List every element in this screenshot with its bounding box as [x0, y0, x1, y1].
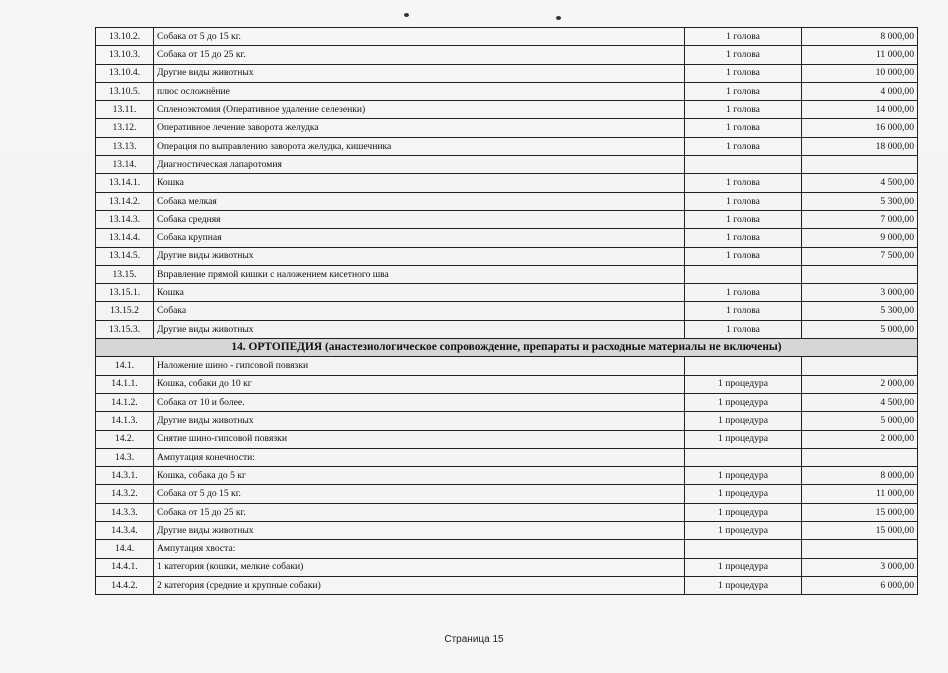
item-code-cell: 14.1. [96, 357, 154, 375]
item-code-cell: 14.3.4. [96, 522, 154, 540]
unit-cell: 1 голова [685, 210, 802, 228]
table-row [96, 64, 918, 82]
unit-cell [685, 540, 802, 558]
table-row [96, 101, 918, 119]
unit-cell: 1 процедура [685, 485, 802, 503]
service-name-cell: Другие виды животных [154, 320, 685, 338]
table-row [96, 485, 918, 503]
table-row [96, 265, 918, 283]
service-name-cell: Собака крупная [154, 229, 685, 247]
item-code-cell: 14.3. [96, 448, 154, 466]
unit-cell: 1 голова [685, 320, 802, 338]
unit-cell: 1 процедура [685, 393, 802, 411]
item-code-cell: 14.1.1. [96, 375, 154, 393]
unit-cell: 1 процедура [685, 576, 802, 594]
price-cell: 5 000,00 [802, 320, 918, 338]
item-code-cell: 13.15.2 [96, 302, 154, 320]
price-cell: 11 000,00 [802, 46, 918, 64]
service-name-cell: Вправление прямой кишки с наложением кисетного шва [154, 265, 685, 283]
price-cell [802, 540, 918, 558]
item-code-cell: 13.14. [96, 156, 154, 174]
service-name-cell: Собака от 15 до 25 кг. [154, 46, 685, 64]
service-name-cell: 1 категория (кошки, мелкие собаки) [154, 558, 685, 576]
service-name-cell: Снятие шино-гипсовой повязки [154, 430, 685, 448]
section-title: 14. ОРТОПЕДИЯ (анастезиологическое сопровождение, препараты и расходные материалы не включены) [96, 339, 918, 357]
unit-cell: 1 процедура [685, 503, 802, 521]
price-cell: 5 300,00 [802, 302, 918, 320]
price-cell [802, 265, 918, 283]
unit-cell: 1 голова [685, 247, 802, 265]
table-row [96, 558, 918, 576]
unit-cell [685, 156, 802, 174]
service-name-cell: Собака мелкая [154, 192, 685, 210]
table-row [96, 540, 918, 558]
price-cell: 7 500,00 [802, 247, 918, 265]
price-cell [802, 448, 918, 466]
service-name-cell: 2 категория (средние и крупные собаки) [154, 576, 685, 594]
item-code-cell: 13.10.5. [96, 82, 154, 100]
service-name-cell: Диагностическая лапаротомия [154, 156, 685, 174]
item-code-cell: 13.14.1. [96, 174, 154, 192]
table-row [96, 448, 918, 466]
price-cell [802, 357, 918, 375]
unit-cell: 1 голова [685, 46, 802, 64]
service-name-cell: Кошка [154, 284, 685, 302]
unit-cell: 1 голова [685, 119, 802, 137]
item-code-cell: 13.10.4. [96, 64, 154, 82]
price-cell: 4 500,00 [802, 393, 918, 411]
unit-cell: 1 голова [685, 82, 802, 100]
service-name-cell: Кошка [154, 174, 685, 192]
unit-cell: 1 голова [685, 174, 802, 192]
service-name-cell: Наложение шино - гипсовой повязки [154, 357, 685, 375]
item-code-cell: 14.3.1. [96, 467, 154, 485]
unit-cell: 1 голова [685, 137, 802, 155]
price-table-body [96, 28, 918, 595]
unit-cell: 1 голова [685, 302, 802, 320]
price-cell: 2 000,00 [802, 430, 918, 448]
item-code-cell: 13.14.2. [96, 192, 154, 210]
service-name-cell: Операция по выправлению заворота желудка, кишечника [154, 137, 685, 155]
table-row [96, 576, 918, 594]
service-name-cell: Оперативное лечение заворота желудка [154, 119, 685, 137]
item-code-cell: 13.15.1. [96, 284, 154, 302]
table-row [96, 174, 918, 192]
price-cell: 3 000,00 [802, 284, 918, 302]
price-cell: 4 000,00 [802, 82, 918, 100]
unit-cell: 1 голова [685, 64, 802, 82]
section-header-row [96, 339, 918, 357]
unit-cell: 1 голова [685, 284, 802, 302]
table-row [96, 357, 918, 375]
price-cell: 8 000,00 [802, 467, 918, 485]
unit-cell: 1 голова [685, 28, 802, 46]
unit-cell: 1 процедура [685, 558, 802, 576]
item-code-cell: 14.1.2. [96, 393, 154, 411]
unit-cell: 1 голова [685, 101, 802, 119]
item-code-cell: 13.10.3. [96, 46, 154, 64]
service-name-cell: Собака от 10 и более. [154, 393, 685, 411]
unit-cell [685, 357, 802, 375]
table-row [96, 156, 918, 174]
service-name-cell: плюс осложнёние [154, 82, 685, 100]
price-cell: 9 000,00 [802, 229, 918, 247]
unit-cell: 1 процедура [685, 430, 802, 448]
unit-cell [685, 265, 802, 283]
unit-cell: 1 процедура [685, 522, 802, 540]
item-code-cell: 14.2. [96, 430, 154, 448]
price-cell: 7 000,00 [802, 210, 918, 228]
table-row [96, 412, 918, 430]
item-code-cell: 13.14.3. [96, 210, 154, 228]
price-cell: 5 300,00 [802, 192, 918, 210]
item-code-cell: 13.14.5. [96, 247, 154, 265]
unit-cell: 1 процедура [685, 412, 802, 430]
item-code-cell: 14.4. [96, 540, 154, 558]
table-row [96, 467, 918, 485]
item-code-cell: 13.10.2. [96, 28, 154, 46]
item-code-cell: 13.13. [96, 137, 154, 155]
item-code-cell: 13.11. [96, 101, 154, 119]
table-row [96, 302, 918, 320]
table-row [96, 210, 918, 228]
price-cell: 15 000,00 [802, 522, 918, 540]
service-name-cell: Ампутация хвоста: [154, 540, 685, 558]
table-row [96, 119, 918, 137]
table-row [96, 393, 918, 411]
table-row [96, 28, 918, 46]
table-row [96, 137, 918, 155]
price-cell: 18 000,00 [802, 137, 918, 155]
unit-cell: 1 голова [685, 229, 802, 247]
price-table [95, 27, 918, 595]
table-row [96, 82, 918, 100]
service-name-cell: Спленоэктомия (Оперативное удаление селезенки) [154, 101, 685, 119]
price-cell: 10 000,00 [802, 64, 918, 82]
table-row [96, 320, 918, 338]
service-name-cell: Кошка, собаки до 10 кг [154, 375, 685, 393]
table-row [96, 503, 918, 521]
table-row [96, 192, 918, 210]
service-name-cell: Другие виды животных [154, 64, 685, 82]
item-code-cell: 13.14.4. [96, 229, 154, 247]
service-name-cell: Кошка, собака до 5 кг [154, 467, 685, 485]
price-cell: 3 000,00 [802, 558, 918, 576]
item-code-cell: 14.4.1. [96, 558, 154, 576]
unit-cell: 1 процедура [685, 467, 802, 485]
item-code-cell: 14.3.2. [96, 485, 154, 503]
table-row [96, 247, 918, 265]
table-row [96, 430, 918, 448]
unit-cell: 1 процедура [685, 375, 802, 393]
service-name-cell: Собака [154, 302, 685, 320]
table-row [96, 284, 918, 302]
service-name-cell: Ампутация конечности: [154, 448, 685, 466]
service-name-cell: Другие виды животных [154, 522, 685, 540]
item-code-cell: 13.15.3. [96, 320, 154, 338]
service-name-cell: Собака от 5 до 15 кг. [154, 485, 685, 503]
price-cell: 15 000,00 [802, 503, 918, 521]
price-cell: 11 000,00 [802, 485, 918, 503]
unit-cell: 1 голова [685, 192, 802, 210]
price-cell: 5 000,00 [802, 412, 918, 430]
price-cell: 16 000,00 [802, 119, 918, 137]
service-name-cell: Собака от 5 до 15 кг. [154, 28, 685, 46]
table-row [96, 46, 918, 64]
table-row [96, 522, 918, 540]
item-code-cell: 13.12. [96, 119, 154, 137]
service-name-cell: Собака от 15 до 25 кг. [154, 503, 685, 521]
table-row [96, 375, 918, 393]
table-row [96, 229, 918, 247]
item-code-cell: 14.4.2. [96, 576, 154, 594]
item-code-cell: 14.1.3. [96, 412, 154, 430]
price-cell [802, 156, 918, 174]
price-cell: 14 000,00 [802, 101, 918, 119]
item-code-cell: 14.3.3. [96, 503, 154, 521]
service-name-cell: Другие виды животных [154, 412, 685, 430]
service-name-cell: Другие виды животных [154, 247, 685, 265]
page-footer: Страница 15 [444, 634, 504, 645]
price-cell: 6 000,00 [802, 576, 918, 594]
price-cell: 2 000,00 [802, 375, 918, 393]
price-cell: 8 000,00 [802, 28, 918, 46]
service-name-cell: Собака средняя [154, 210, 685, 228]
unit-cell [685, 448, 802, 466]
item-code-cell: 13.15. [96, 265, 154, 283]
price-cell: 4 500,00 [802, 174, 918, 192]
